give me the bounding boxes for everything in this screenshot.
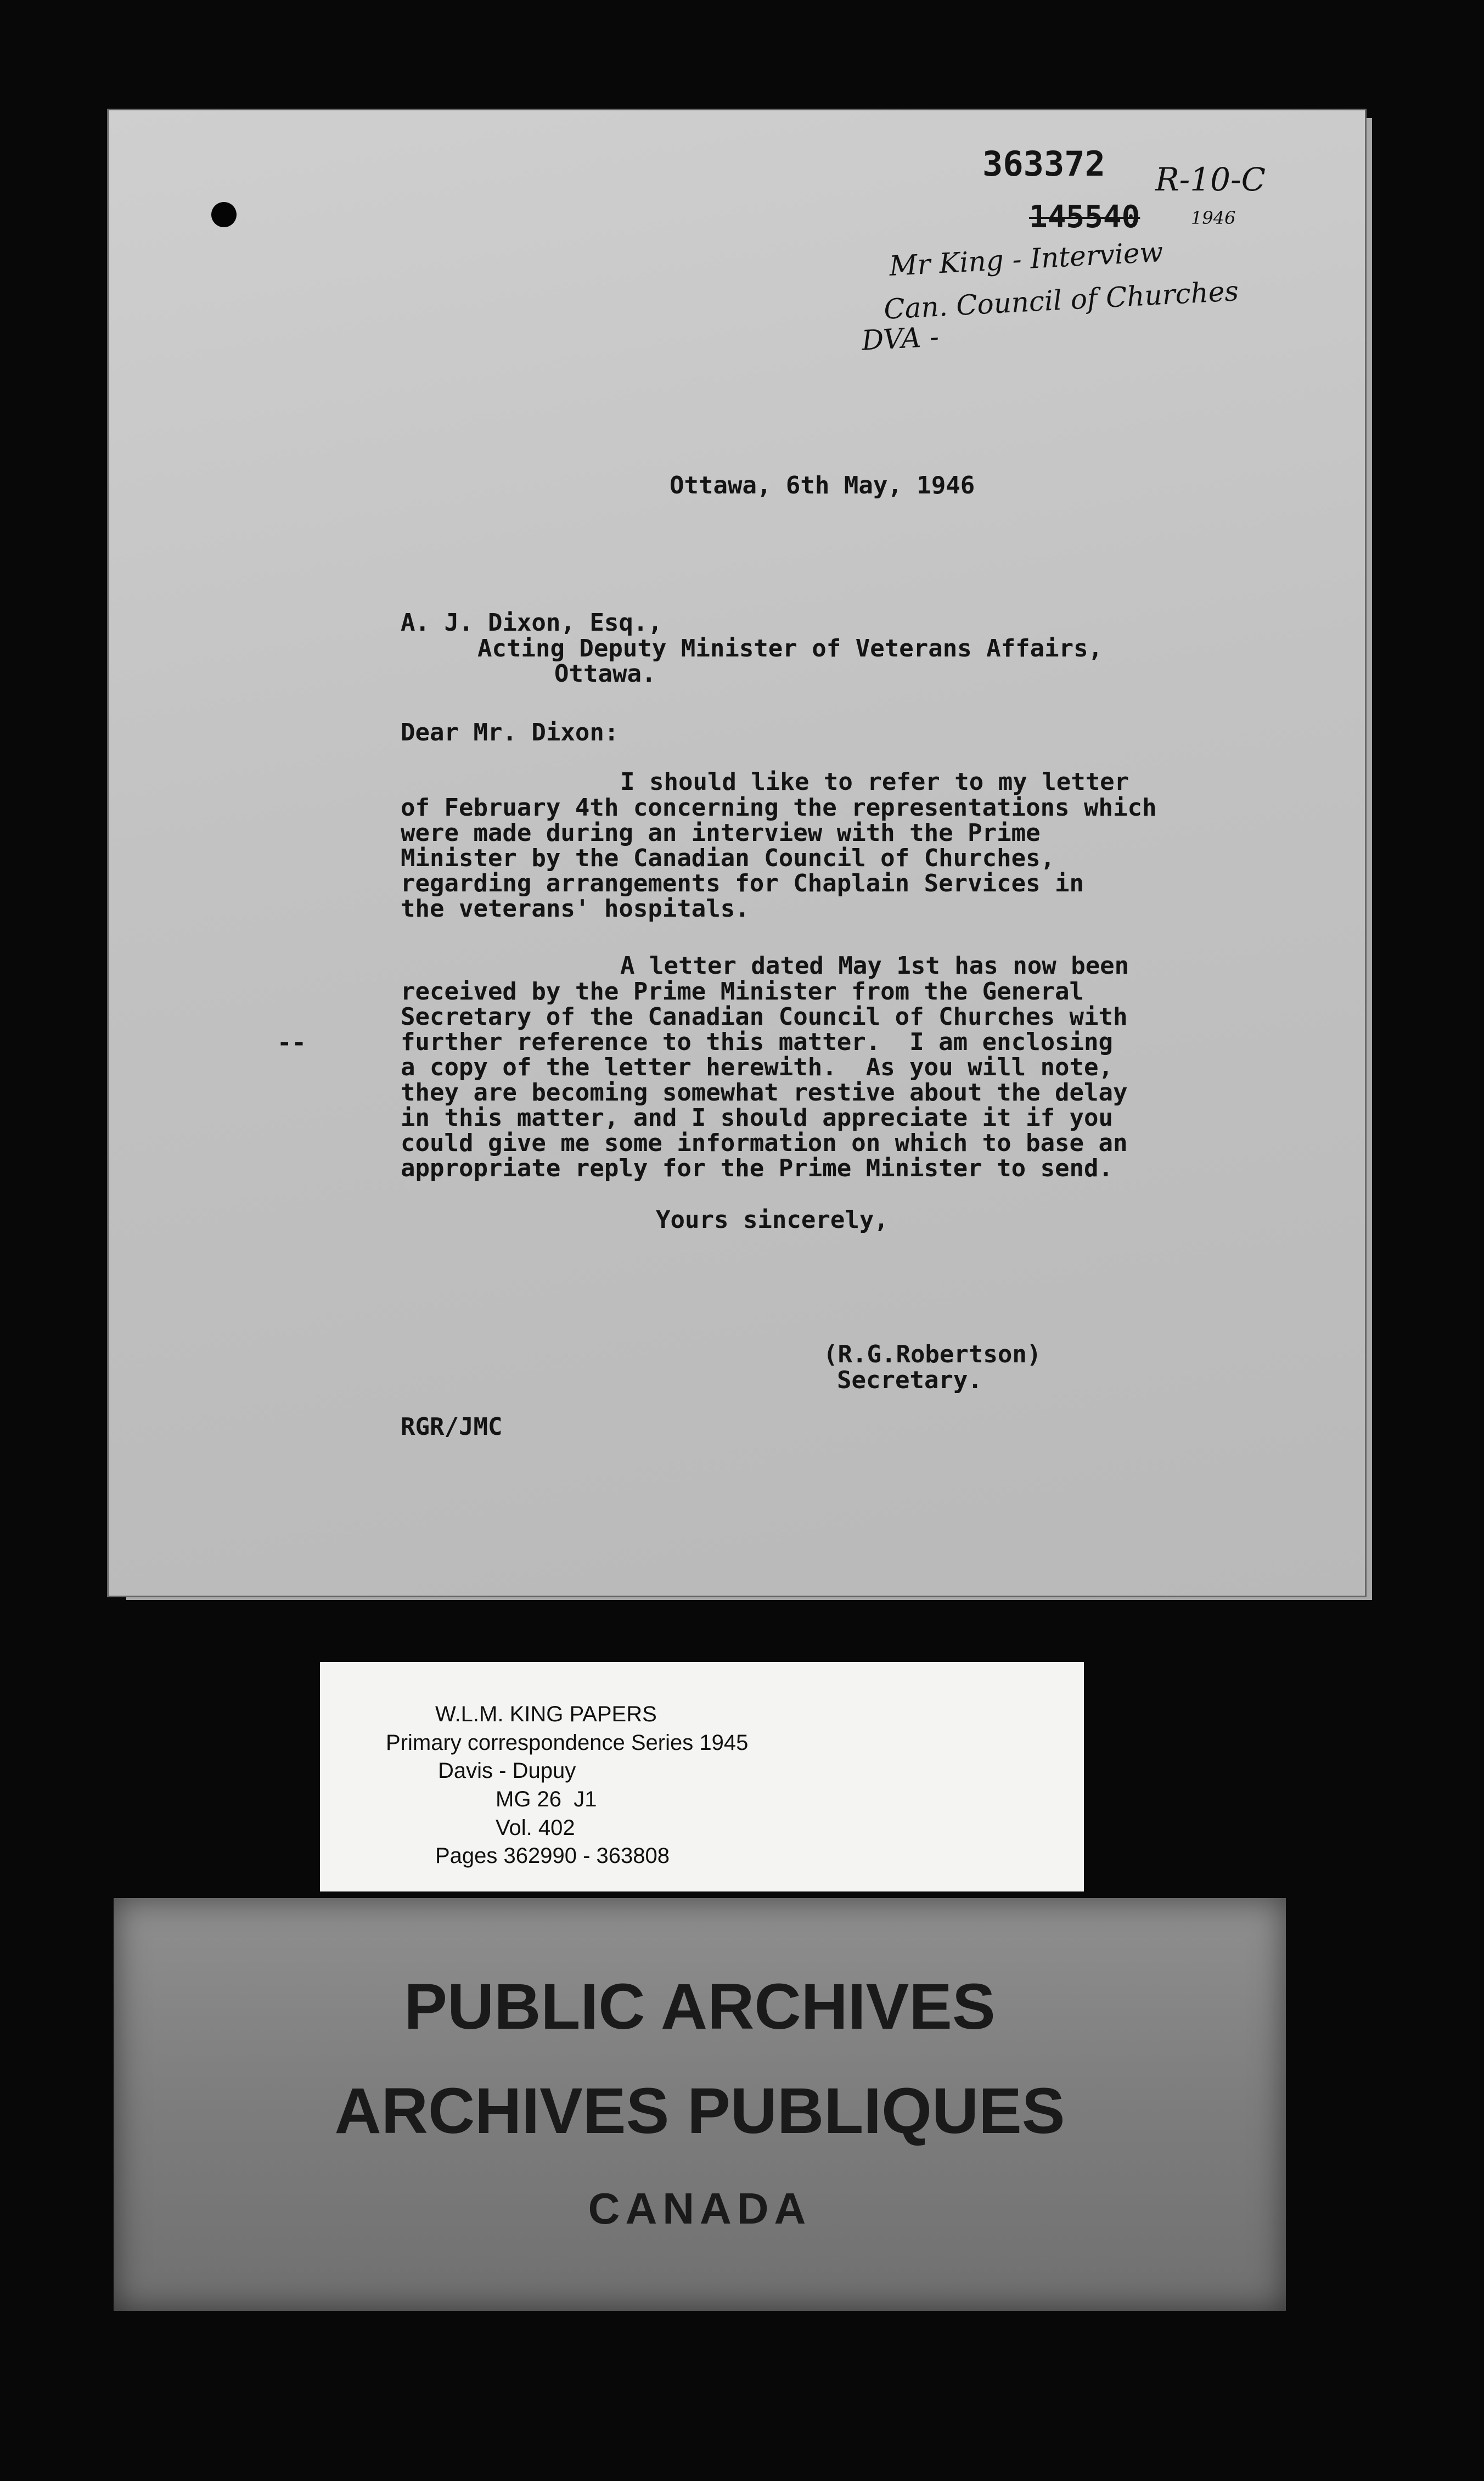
paragraph-2-line: in this matter, and I should appreciate it if you — [401, 1104, 1114, 1132]
paragraph-2-line: could give me some information on which to base an — [401, 1129, 1128, 1157]
paragraph-2-line: appropriate reply for the Prime Minister to send. — [401, 1154, 1114, 1182]
label-line: Davis - Dupuy — [438, 1759, 576, 1783]
handwritten-file-ref: R-10-C — [1155, 161, 1266, 198]
paragraph-1-line: of February 4th concerning the representations which — [401, 794, 1157, 822]
label-line: W.L.M. KING PAPERS — [435, 1702, 657, 1726]
date-line: Ottawa, 6th May, 1946 — [670, 471, 975, 499]
letter-page — [107, 109, 1367, 1597]
archives-banner — [114, 1898, 1286, 2311]
label-line: Vol. 402 — [496, 1816, 575, 1840]
label-line: Pages 362990 - 363808 — [435, 1844, 670, 1868]
paragraph-2-line: A letter dated May 1st has now been — [620, 952, 1129, 980]
addressee-title: Acting Deputy Minister of Veterans Affairs, — [477, 635, 1103, 663]
archive-label — [320, 1662, 1084, 1891]
paragraph-2-line: they are becoming somewhat restive about the delay — [401, 1079, 1128, 1107]
paragraph-1-line: I should like to refer to my letter — [620, 768, 1129, 796]
paragraph-1-line: regarding arrangements for Chaplain Services in — [401, 869, 1084, 897]
banner-line-3: CANADA — [588, 2184, 812, 2233]
punch-hole — [211, 202, 237, 227]
paragraph-1-line: were made during an interview with the Prime — [401, 819, 1041, 847]
paragraph-2-line: further reference to this matter. I am enclosing — [401, 1028, 1114, 1056]
handwritten-note-2: Can. Council of Churches — [882, 275, 1240, 325]
typist-initials: RGR/JMC — [401, 1413, 503, 1441]
paragraph-2-line: received by the Prime Minister from the General — [401, 978, 1084, 1006]
signature-name: (R.G.Robertson) — [823, 1340, 1042, 1368]
paragraph-1-line: Minister by the Canadian Council of Churches, — [401, 844, 1055, 872]
handwritten-note-3: DVA - — [861, 321, 940, 357]
addressee-city: Ottawa. — [554, 660, 656, 688]
banner-line-2: ARCHIVES PUBLIQUES — [334, 2075, 1065, 2147]
struck-number: 145540 — [1029, 199, 1140, 235]
paragraph-1-line: the veterans' hospitals. — [401, 895, 750, 923]
closing: Yours sincerely, — [656, 1206, 889, 1234]
banner-line-1: PUBLIC ARCHIVES — [404, 1971, 996, 2043]
handwritten-note-1: Mr King - Interview — [888, 235, 1164, 283]
addressee-name: A. J. Dixon, Esq., — [401, 609, 662, 637]
signature-title: Secretary. — [837, 1366, 982, 1394]
handwritten-year: 1946 — [1191, 207, 1236, 228]
stamp-number: 363372 — [982, 144, 1105, 184]
label-line: MG 26 J1 — [496, 1787, 597, 1811]
salutation: Dear Mr. Dixon: — [401, 719, 619, 746]
margin-mark: -- — [277, 1029, 306, 1057]
paragraph-2-line: Secretary of the Canadian Council of Churches with — [401, 1003, 1128, 1031]
label-line: Primary correspondence Series 1945 — [386, 1731, 749, 1755]
paragraph-2-line: a copy of the letter herewith. As you will note, — [401, 1053, 1114, 1081]
